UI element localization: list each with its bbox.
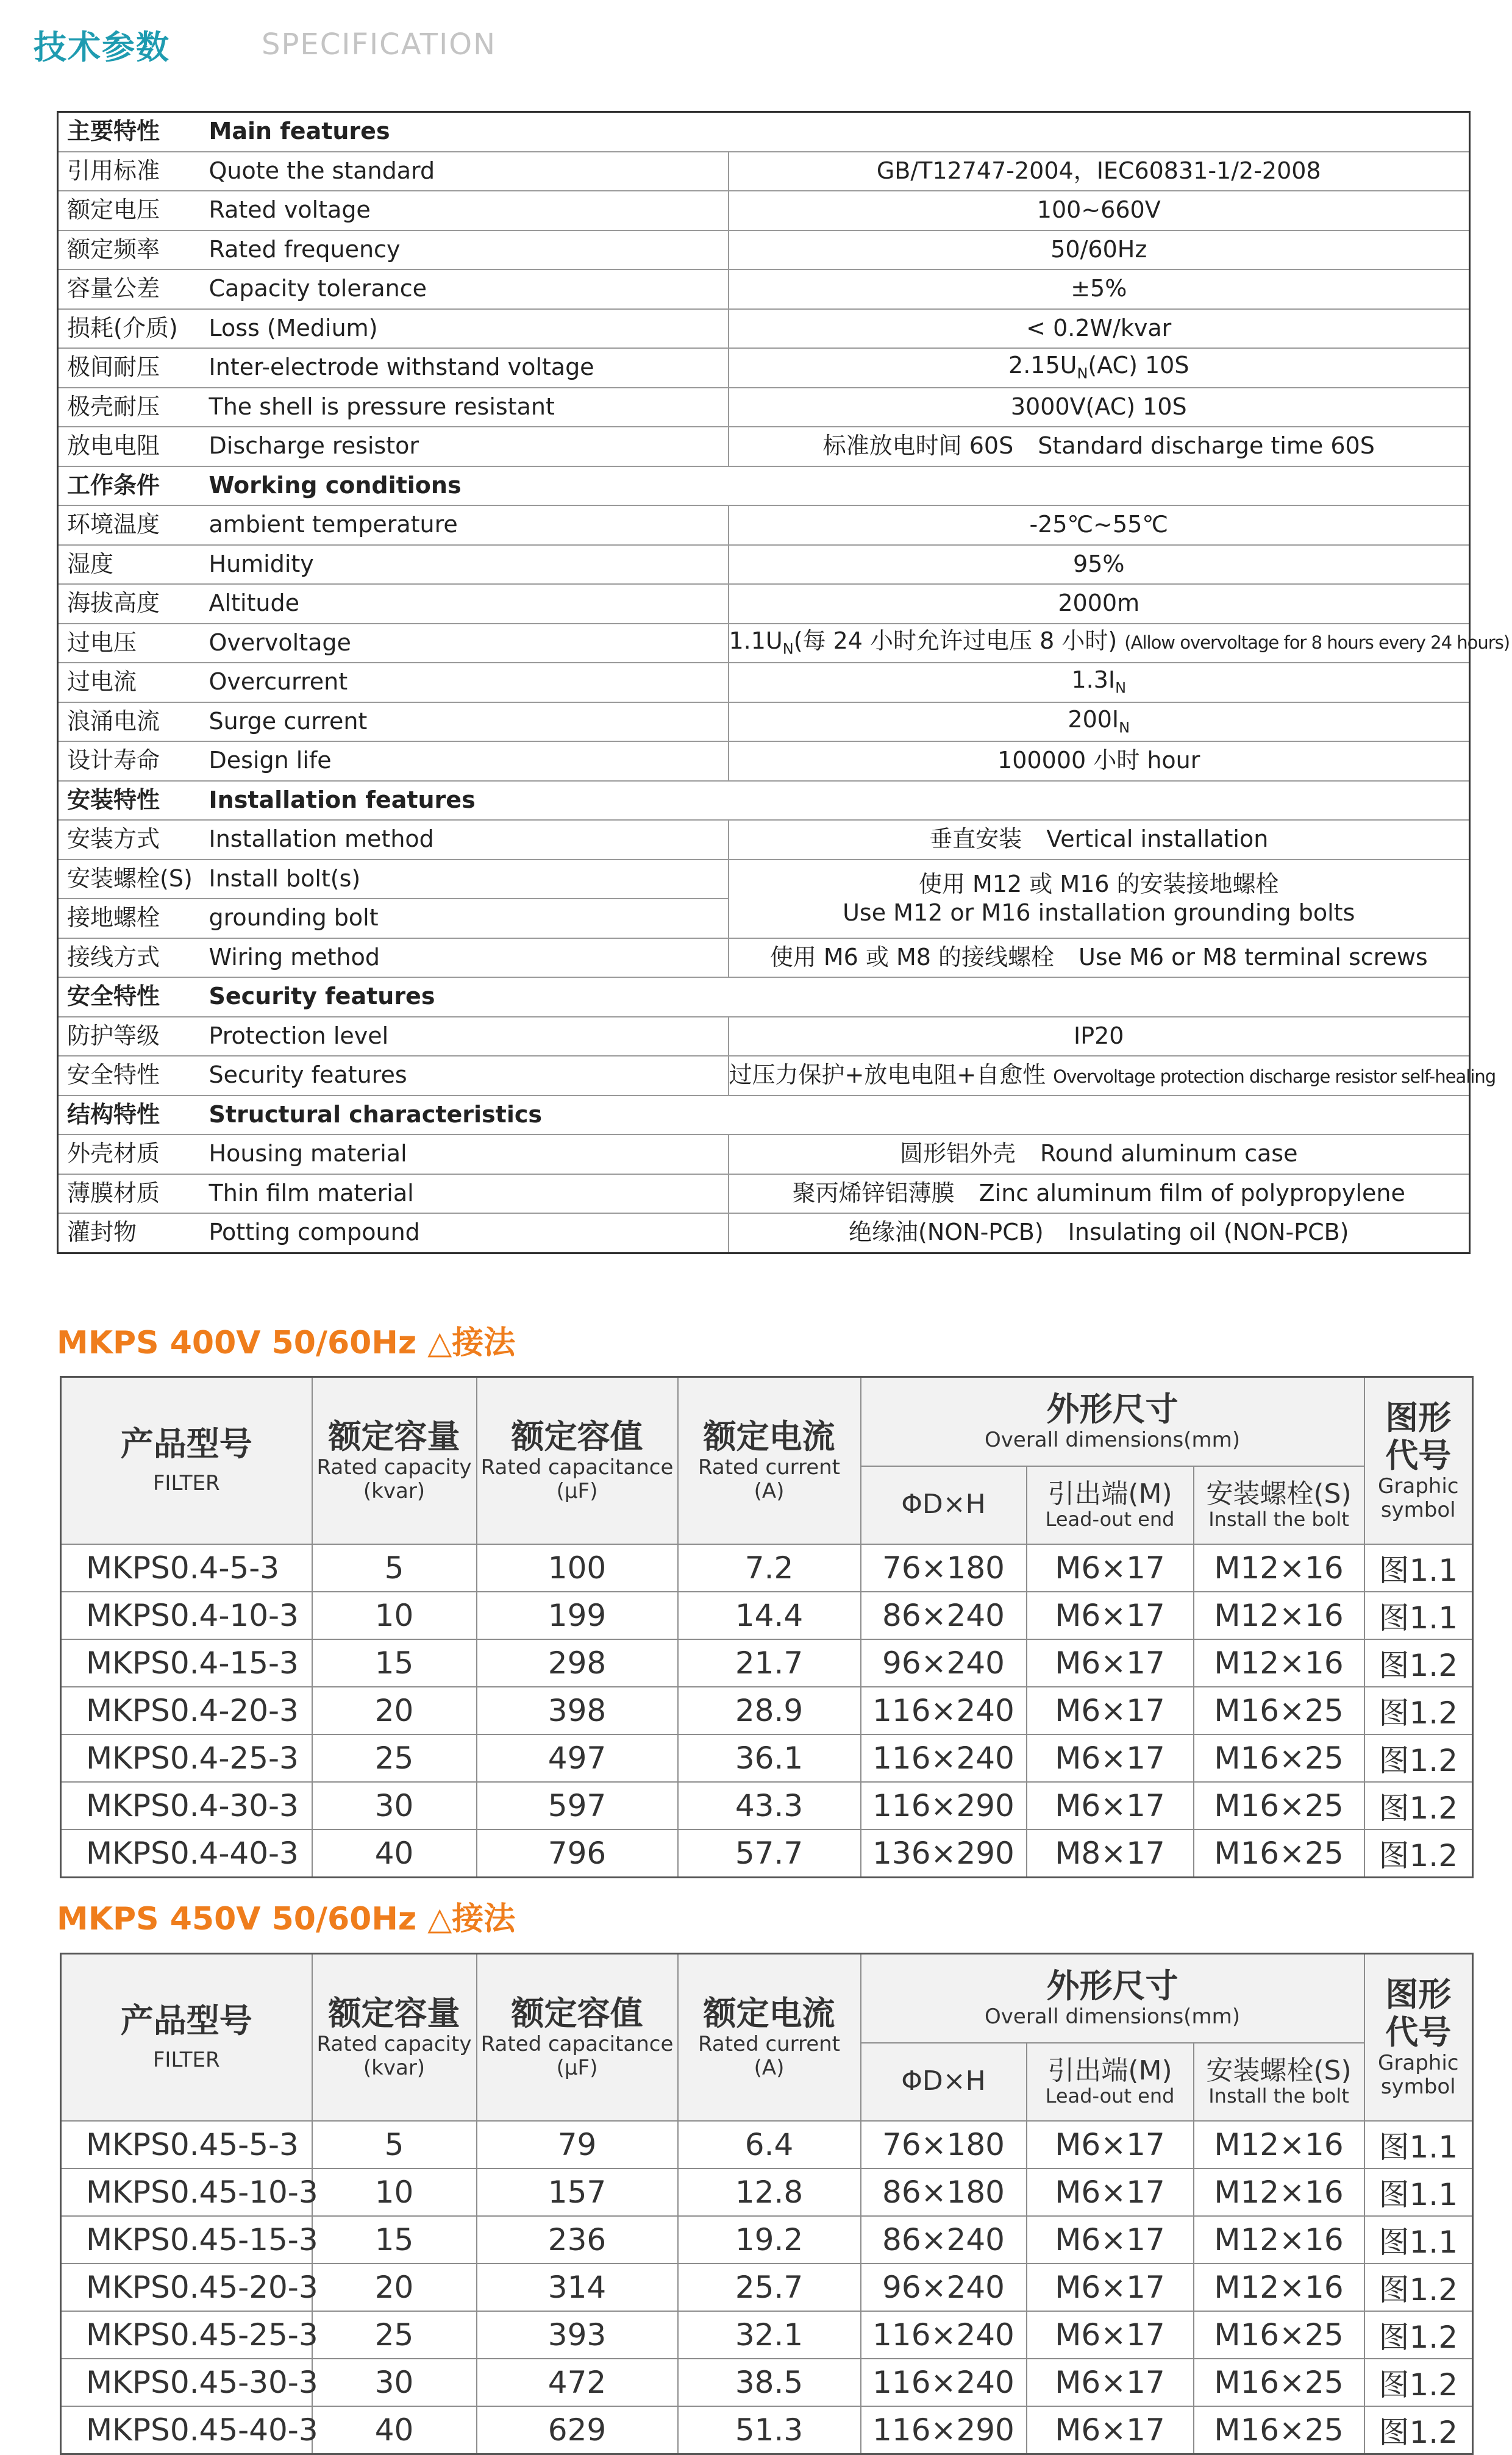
graphic-cell: 图1.2 xyxy=(1364,2311,1473,2359)
capacity-cell: 10 xyxy=(312,2168,477,2216)
bolt-cell: M16×25 xyxy=(1194,2359,1364,2406)
spec-label-cn: 容量公差 xyxy=(58,269,204,309)
model-cell: MKPS0.4-5-3 xyxy=(61,1544,312,1592)
spec-value xyxy=(729,1174,1470,1214)
capacity-cell: 15 xyxy=(312,2216,477,2264)
lead-cell: M6×17 xyxy=(1027,2311,1194,2359)
capacitance-cell: 629 xyxy=(477,2406,678,2454)
section-label-cn: 安全特性 xyxy=(58,977,204,1017)
spec-row xyxy=(58,663,1470,702)
table-header-row xyxy=(61,1954,1473,2043)
model-cell: MKPS0.45-5-3 xyxy=(61,2121,312,2168)
product-table-450v xyxy=(60,1953,1474,2455)
capacitance-cell: 314 xyxy=(477,2264,678,2311)
spec-label-en: Discharge resistor xyxy=(204,427,729,466)
current-cell: 21.7 xyxy=(678,1639,861,1687)
lead-cell: M6×17 xyxy=(1027,2406,1194,2454)
capacitance-cell: 796 xyxy=(477,1830,678,1878)
spec-label-en: grounding bolt xyxy=(204,899,729,938)
graphic-cell: 图1.1 xyxy=(1364,2168,1473,2216)
section-label-en: Structural characteristics xyxy=(204,1096,1470,1135)
model-cell: MKPS0.45-30-3 xyxy=(61,2359,312,2406)
capacity-cell: 5 xyxy=(312,2121,477,2168)
table-row xyxy=(61,1639,1473,1687)
product-table-400v xyxy=(60,1376,1474,1878)
dimension-cell: 116×240 xyxy=(861,2359,1027,2406)
spec-value: ±5% xyxy=(729,269,1470,309)
col-header-lead: 引出端(M) Lead-out end xyxy=(1027,2043,1194,2121)
capacity-cell: 20 xyxy=(312,1687,477,1734)
spec-table xyxy=(57,111,1510,1254)
col-header-graphic: 图形 代号 Graphic symbol xyxy=(1364,1377,1473,1544)
spec-row xyxy=(58,584,1470,624)
capacity-cell: 25 xyxy=(312,2311,477,2359)
value-cn: 过压力保护+放电电阻+自愈性 xyxy=(729,1061,1046,1089)
col-header-bolt: 安装螺栓(S) Install the bolt xyxy=(1194,2043,1364,2121)
dimension-cell: 116×290 xyxy=(861,2406,1027,2454)
spec-value: -25℃~55℃ xyxy=(729,505,1470,545)
current-cell: 25.7 xyxy=(678,2264,861,2311)
lead-cell: M6×17 xyxy=(1027,2216,1194,2264)
spec-row xyxy=(58,1135,1470,1174)
current-cell: 19.2 xyxy=(678,2216,861,2264)
table-row xyxy=(61,1830,1473,1878)
spec-value: 50/60Hz xyxy=(729,230,1470,270)
spec-label-en: Rated voltage xyxy=(204,191,729,230)
spec-label-cn: 接线方式 xyxy=(58,938,204,978)
section-label-en: Main features xyxy=(204,112,1470,152)
page-header xyxy=(34,17,496,72)
spec-label-en: Quote the standard xyxy=(204,152,729,191)
capacity-cell: 20 xyxy=(312,2264,477,2311)
capacity-cell: 40 xyxy=(312,2406,477,2454)
section-label-cn: 工作条件 xyxy=(58,466,204,506)
current-cell: 57.7 xyxy=(678,1830,861,1878)
value-text: 1.3I xyxy=(1071,666,1116,694)
lead-cell: M6×17 xyxy=(1027,2264,1194,2311)
spec-label-en: Design life xyxy=(204,741,729,781)
spec-label-cn: 安装方式 xyxy=(58,820,204,860)
spec-label-cn: 灌封物 xyxy=(58,1213,204,1253)
spec-value: IP20 xyxy=(729,1017,1470,1056)
spec-label-en: Humidity xyxy=(204,545,729,585)
value-text: 2.15U xyxy=(1008,352,1077,379)
capacitance-cell: 393 xyxy=(477,2311,678,2359)
spec-value xyxy=(729,427,1470,466)
spec-label-cn: 薄膜材质 xyxy=(58,1174,204,1214)
spec-row xyxy=(58,269,1470,309)
bolt-cell: M16×25 xyxy=(1194,1782,1364,1830)
section-label-en: Installation features xyxy=(204,781,1470,821)
spec-value xyxy=(729,820,1470,860)
dimension-cell: 116×240 xyxy=(861,1687,1027,1734)
model-cell: MKPS0.4-15-3 xyxy=(61,1639,312,1687)
graphic-cell: 图1.1 xyxy=(1364,2121,1473,2168)
spec-value xyxy=(729,624,1510,663)
col-header-dimensions: 外形尺寸 Overall dimensions(mm) xyxy=(861,1377,1364,1466)
model-cell: MKPS0.4-25-3 xyxy=(61,1734,312,1782)
spec-label-en: Surge current xyxy=(204,702,729,742)
spec-label-cn: 过电流 xyxy=(58,663,204,702)
page-subtitle: SPECIFICATION xyxy=(262,27,496,62)
col-header-lead: 引出端(M) Lead-out end xyxy=(1027,1466,1194,1544)
bolt-cell: M12×16 xyxy=(1194,2264,1364,2311)
value-text: (每 24 小时允许过电压 8 小时) xyxy=(793,627,1118,654)
dimension-cell: 76×180 xyxy=(861,1544,1027,1592)
table-row xyxy=(61,1734,1473,1782)
capacity-cell: 40 xyxy=(312,1830,477,1878)
spec-label-cn: 外壳材质 xyxy=(58,1135,204,1174)
spec-row xyxy=(58,152,1470,191)
spec-label-en: Overcurrent xyxy=(204,663,729,702)
lead-cell: M6×17 xyxy=(1027,1782,1194,1830)
capacitance-cell: 199 xyxy=(477,1592,678,1639)
value-en: Standard discharge time 60S xyxy=(1038,432,1375,460)
table-row xyxy=(61,1687,1473,1734)
spec-row xyxy=(58,427,1470,466)
capacity-cell: 10 xyxy=(312,1592,477,1639)
table-row xyxy=(61,1544,1473,1592)
model-cell: MKPS0.4-40-3 xyxy=(61,1830,312,1878)
spec-section-row xyxy=(58,466,1470,506)
table-row xyxy=(61,2359,1473,2406)
spec-label-en: Wiring method xyxy=(204,938,729,978)
bolt-cell: M16×25 xyxy=(1194,2406,1364,2454)
spec-label-cn: 接地螺栓 xyxy=(58,899,204,938)
current-cell: 14.4 xyxy=(678,1592,861,1639)
value-en: Vertical installation xyxy=(1046,825,1269,853)
spec-label-cn: 放电电阻 xyxy=(58,427,204,466)
spec-label-en: Inter-electrode withstand voltage xyxy=(204,348,729,388)
lead-cell: M6×17 xyxy=(1027,2168,1194,2216)
spec-label-cn: 安装螺栓(S) xyxy=(58,860,204,899)
value-cn: 使用 M12 或 M16 的安装接地螺栓 xyxy=(918,870,1279,897)
col-header-capacity: 额定容量 Rated capacity (kvar) xyxy=(312,1954,477,2121)
current-cell: 51.3 xyxy=(678,2406,861,2454)
section-label-cn: 安装特性 xyxy=(58,781,204,821)
spec-section-row xyxy=(58,1096,1470,1135)
section-label-cn: 主要特性 xyxy=(58,112,204,152)
spec-row xyxy=(58,545,1470,585)
table-row xyxy=(61,2121,1473,2168)
col-header-model: 产品型号 FILTER xyxy=(61,1377,312,1544)
spec-label-cn: 额定电压 xyxy=(58,191,204,230)
spec-label-en: Security features xyxy=(204,1056,729,1096)
model-cell: MKPS0.45-25-3 xyxy=(61,2311,312,2359)
spec-row xyxy=(58,741,1470,781)
model-cell: MKPS0.4-10-3 xyxy=(61,1592,312,1639)
value-en: Insulating oil (NON-PCB) xyxy=(1068,1219,1349,1246)
dimension-cell: 86×180 xyxy=(861,2168,1027,2216)
spec-value: 95% xyxy=(729,545,1470,585)
value-cn: 圆形铝外壳 xyxy=(900,1140,1016,1167)
lead-cell: M6×17 xyxy=(1027,1544,1194,1592)
spec-label-en: Install bolt(s) xyxy=(204,860,729,899)
col-header-model: 产品型号 FILTER xyxy=(61,1954,312,2121)
spec-label-en: The shell is pressure resistant xyxy=(204,388,729,427)
spec-value xyxy=(729,938,1470,978)
spec-section-row xyxy=(58,112,1470,152)
spec-label-cn: 过电压 xyxy=(58,624,204,663)
spec-value: 3000V(AC) 10S xyxy=(729,388,1470,427)
model-cell: MKPS0.45-20-3 xyxy=(61,2264,312,2311)
table-row xyxy=(61,2406,1473,2454)
spec-label-en: Installation method xyxy=(204,820,729,860)
current-cell: 28.9 xyxy=(678,1687,861,1734)
spec-label-cn: 安全特性 xyxy=(58,1056,204,1096)
dimension-cell: 96×240 xyxy=(861,2264,1027,2311)
spec-label-cn: 防护等级 xyxy=(58,1017,204,1056)
current-cell: 12.8 xyxy=(678,2168,861,2216)
section-label-cn: 结构特性 xyxy=(58,1096,204,1135)
spec-section-row xyxy=(58,977,1470,1017)
col-header-capacitance: 额定容值 Rated capacitance (μF) xyxy=(477,1954,678,2121)
page-title: 技术参数 xyxy=(34,27,170,66)
spec-label-cn: 环境温度 xyxy=(58,505,204,545)
spec-label-en: Loss (Medium) xyxy=(204,309,729,349)
current-cell: 6.4 xyxy=(678,2121,861,2168)
spec-value xyxy=(729,1213,1470,1253)
spec-value: 100000 小时 hour xyxy=(729,741,1470,781)
table-row xyxy=(61,1592,1473,1639)
spec-label-cn: 海拔高度 xyxy=(58,584,204,624)
dimension-cell: 136×290 xyxy=(861,1830,1027,1878)
capacitance-cell: 398 xyxy=(477,1687,678,1734)
capacitance-cell: 497 xyxy=(477,1734,678,1782)
dimension-cell: 86×240 xyxy=(861,2216,1027,2264)
value-note: (Allow overvoltage for 8 hours every 24 hours) xyxy=(1124,632,1510,653)
current-cell: 36.1 xyxy=(678,1734,861,1782)
table-row xyxy=(61,2311,1473,2359)
spec-value xyxy=(729,663,1470,702)
graphic-cell: 图1.2 xyxy=(1364,1782,1473,1830)
spec-label-cn: 浪涌电流 xyxy=(58,702,204,742)
value-text: (AC) 10S xyxy=(1088,352,1189,379)
table-row xyxy=(61,2216,1473,2264)
spec-label-cn: 损耗(介质) xyxy=(58,309,204,349)
model-cell: MKPS0.4-20-3 xyxy=(61,1687,312,1734)
spec-section-row xyxy=(58,781,1470,821)
value-subscript: N xyxy=(1115,679,1127,697)
spec-value xyxy=(729,1135,1470,1174)
current-cell: 38.5 xyxy=(678,2359,861,2406)
spec-label-cn: 引用标准 xyxy=(58,152,204,191)
dimension-cell: 96×240 xyxy=(861,1639,1027,1687)
value-text: 1.1U xyxy=(729,627,783,654)
table-row xyxy=(61,2264,1473,2311)
col-header-dh: ΦD×H xyxy=(861,1466,1027,1544)
graphic-cell: 图1.2 xyxy=(1364,1687,1473,1734)
spec-value xyxy=(729,702,1470,742)
spec-label-en: Overvoltage xyxy=(204,624,729,663)
bolt-cell: M16×25 xyxy=(1194,2311,1364,2359)
bolt-cell: M12×16 xyxy=(1194,1639,1364,1687)
value-cn: 绝缘油(NON-PCB) xyxy=(849,1219,1044,1246)
spec-label-en: Rated frequency xyxy=(204,230,729,270)
spec-value: GB/T12747-2004，IEC60831-1/2-2008 xyxy=(729,152,1470,191)
graphic-cell: 图1.2 xyxy=(1364,1639,1473,1687)
current-cell: 32.1 xyxy=(678,2311,861,2359)
bolt-cell: M12×16 xyxy=(1194,1544,1364,1592)
lead-cell: M6×17 xyxy=(1027,2121,1194,2168)
capacitance-cell: 597 xyxy=(477,1782,678,1830)
lead-cell: M6×17 xyxy=(1027,1592,1194,1639)
capacity-cell: 5 xyxy=(312,1544,477,1592)
capacity-cell: 30 xyxy=(312,2359,477,2406)
section-label-en: Working conditions xyxy=(204,466,1470,506)
spec-label-en: Housing material xyxy=(204,1135,729,1174)
spec-row xyxy=(58,505,1470,545)
lead-cell: M6×17 xyxy=(1027,1734,1194,1782)
model-cell: MKPS0.45-15-3 xyxy=(61,2216,312,2264)
spec-value xyxy=(729,1056,1496,1096)
value-cn: 垂直安装 xyxy=(929,825,1022,853)
spec-row xyxy=(58,702,1470,742)
current-cell: 7.2 xyxy=(678,1544,861,1592)
lead-cell: M8×17 xyxy=(1027,1830,1194,1878)
col-header-graphic: 图形 代号 Graphic symbol xyxy=(1364,1954,1473,2121)
spec-row xyxy=(58,191,1470,230)
model-cell: MKPS0.45-10-3 xyxy=(61,2168,312,2216)
spec-label-en: Protection level xyxy=(204,1017,729,1056)
spec-row xyxy=(58,624,1470,663)
graphic-cell: 图1.1 xyxy=(1364,1592,1473,1639)
graphic-cell: 图1.2 xyxy=(1364,2359,1473,2406)
spec-label-en: Thin film material xyxy=(204,1174,729,1214)
capacity-cell: 15 xyxy=(312,1639,477,1687)
value-cn: 聚丙烯锌铝薄膜 xyxy=(792,1179,955,1206)
graphic-cell: 图1.2 xyxy=(1364,2406,1473,2454)
value-cn: 标准放电时间 60S xyxy=(822,432,1014,460)
spec-value: 2000m xyxy=(729,584,1470,624)
dimension-cell: 116×290 xyxy=(861,1782,1027,1830)
spec-label-cn: 额定频率 xyxy=(58,230,204,270)
value-text: 200I xyxy=(1068,705,1119,733)
table-title-400v: MKPS 400V 50/60Hz △接法 xyxy=(57,1325,516,1361)
graphic-cell: 图1.2 xyxy=(1364,1830,1473,1878)
table-title-450v: MKPS 450V 50/60Hz △接法 xyxy=(57,1901,516,1937)
value-subscript: N xyxy=(1077,365,1088,382)
spec-row xyxy=(58,860,1470,899)
dimension-cell: 76×180 xyxy=(861,2121,1027,2168)
model-cell: MKPS0.4-30-3 xyxy=(61,1782,312,1830)
col-header-current: 额定电流 Rated current (A) xyxy=(678,1377,861,1544)
bolt-cell: M12×16 xyxy=(1194,2168,1364,2216)
value-en: Overvoltage protection discharge resistor self-healing xyxy=(1053,1066,1496,1088)
spec-row xyxy=(58,1174,1470,1214)
col-header-dh: ΦD×H xyxy=(861,2043,1027,2121)
col-header-bolt: 安装螺栓(S) Install the bolt xyxy=(1194,1466,1364,1544)
table-header-row xyxy=(61,1377,1473,1466)
graphic-cell: 图1.2 xyxy=(1364,2264,1473,2311)
col-header-capacitance: 额定容值 Rated capacitance (μF) xyxy=(477,1377,678,1544)
lead-cell: M6×17 xyxy=(1027,1639,1194,1687)
spec-label-en: Altitude xyxy=(204,584,729,624)
spec-value: < 0.2W/kvar xyxy=(729,309,1470,349)
capacitance-cell: 157 xyxy=(477,2168,678,2216)
table-row xyxy=(61,2168,1473,2216)
col-header-current: 额定电流 Rated current (A) xyxy=(678,1954,861,2121)
value-subscript: N xyxy=(1119,719,1130,736)
spec-label-en: Potting compound xyxy=(204,1213,729,1253)
capacitance-cell: 79 xyxy=(477,2121,678,2168)
bolt-cell: M12×16 xyxy=(1194,2121,1364,2168)
bolt-cell: M16×25 xyxy=(1194,1830,1364,1878)
section-label-en: Security features xyxy=(204,977,1470,1017)
spec-value xyxy=(729,348,1470,388)
spec-label-en: ambient temperature xyxy=(204,505,729,545)
capacity-cell: 30 xyxy=(312,1782,477,1830)
col-header-dimensions: 外形尺寸 Overall dimensions(mm) xyxy=(861,1954,1364,2043)
spec-value xyxy=(729,860,1470,938)
spec-row xyxy=(58,938,1470,978)
value-en: Use M6 or M8 terminal screws xyxy=(1079,943,1428,971)
value-cn: 使用 M6 或 M8 的接线螺栓 xyxy=(769,943,1055,971)
capacitance-cell: 100 xyxy=(477,1544,678,1592)
spec-row xyxy=(58,309,1470,349)
capacitance-cell: 236 xyxy=(477,2216,678,2264)
bolt-cell: M12×16 xyxy=(1194,1592,1364,1639)
graphic-cell: 图1.1 xyxy=(1364,2216,1473,2264)
bolt-cell: M12×16 xyxy=(1194,2216,1364,2264)
capacitance-cell: 298 xyxy=(477,1639,678,1687)
spec-row xyxy=(58,1056,1470,1096)
spec-row xyxy=(58,1213,1470,1253)
spec-label-cn: 极壳耐压 xyxy=(58,388,204,427)
capacity-cell: 25 xyxy=(312,1734,477,1782)
lead-cell: M6×17 xyxy=(1027,2359,1194,2406)
spec-row xyxy=(58,230,1470,270)
dimension-cell: 86×240 xyxy=(861,1592,1027,1639)
dimension-cell: 116×240 xyxy=(861,2311,1027,2359)
table-row xyxy=(61,1782,1473,1830)
value-en: Round aluminum case xyxy=(1040,1140,1298,1167)
spec-row xyxy=(58,348,1470,388)
col-header-capacity: 额定容量 Rated capacity (kvar) xyxy=(312,1377,477,1544)
capacitance-cell: 472 xyxy=(477,2359,678,2406)
bolt-cell: M16×25 xyxy=(1194,1687,1364,1734)
value-en: Use M12 or M16 installation grounding bolts xyxy=(843,899,1355,926)
value-en: Zinc aluminum film of polypropylene xyxy=(979,1179,1405,1206)
spec-label-cn: 极间耐压 xyxy=(58,348,204,388)
spec-label-en: Capacity tolerance xyxy=(204,269,729,309)
bolt-cell: M16×25 xyxy=(1194,1734,1364,1782)
spec-label-cn: 湿度 xyxy=(58,545,204,585)
model-cell: MKPS0.45-40-3 xyxy=(61,2406,312,2454)
dimension-cell: 116×240 xyxy=(861,1734,1027,1782)
graphic-cell: 图1.2 xyxy=(1364,1734,1473,1782)
graphic-cell: 图1.1 xyxy=(1364,1544,1473,1592)
value-subscript: N xyxy=(782,640,794,658)
current-cell: 43.3 xyxy=(678,1782,861,1830)
spec-row xyxy=(58,1017,1470,1056)
spec-row xyxy=(58,820,1470,860)
spec-row xyxy=(58,388,1470,427)
spec-value: 100~660V xyxy=(729,191,1470,230)
spec-label-cn: 设计寿命 xyxy=(58,741,204,781)
lead-cell: M6×17 xyxy=(1027,1687,1194,1734)
